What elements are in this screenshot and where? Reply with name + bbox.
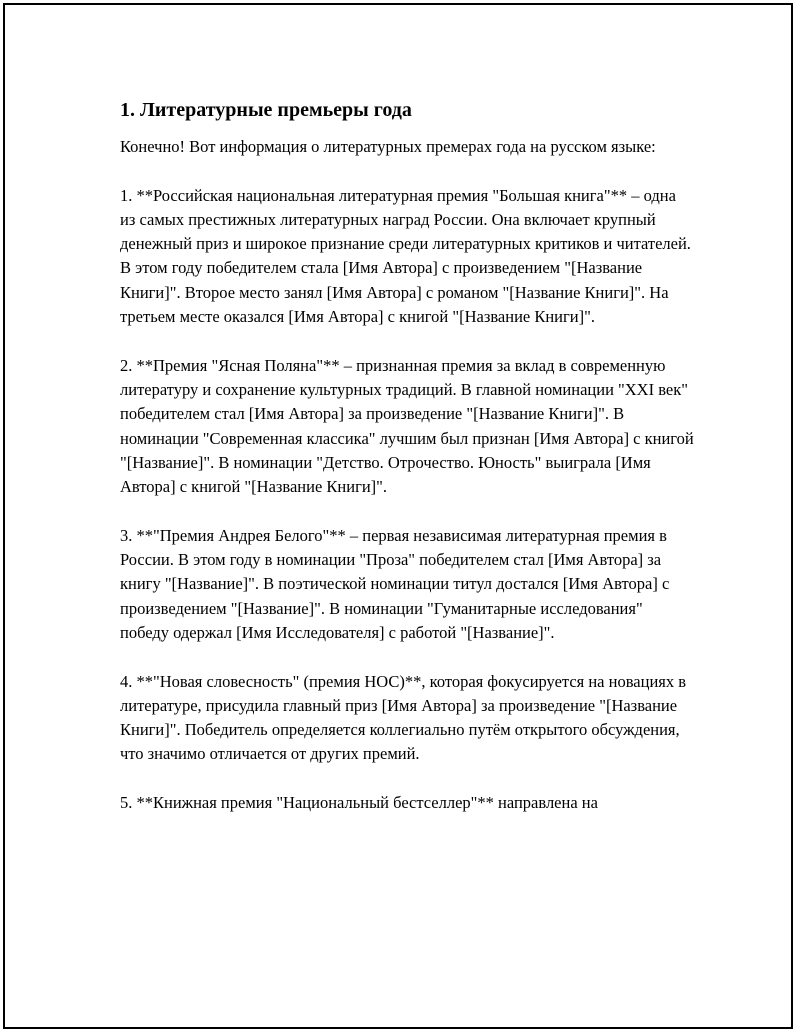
paragraph-andrei-bely: 3. **"Премия Андрея Белого"** – первая независимая литературная премия в России. В этом году в номинации "Проза" победителем стал [Имя Автора] за книгу "[Название]". В поэтической номинации титул достался [Имя Автора] с произведением "[Название]". В номинации "Гуманитарные исследования" победу одержал [Имя Исследователя] с работой "[Название]". (120, 525, 670, 642)
intro-paragraph: Конечно! Вот информация о литературных премерах года на русском языке: (120, 137, 656, 156)
document-body (120, 97, 695, 840)
paragraph-bolshaya-kniga: 1. **Российская национальная литературная премия "Большая книга"** – одна из самых престижных литературных наград России. Она включает крупный денежный приз и широкое признание среди литературных критиков и читателей. В этом году победителем стала [Имя Автора] с произведением "[Название Книги]". Второе место занял [Имя Автора] с романом "[Название Книги]". На третьем месте оказался [Имя Автора] с книгой "[Название Книги]". (120, 185, 691, 327)
paragraph-natsbest: 5. **Книжная премия "Национальный бестселлер"** направлена на (120, 793, 598, 813)
paragraph-yasnaya-polyana: 2. **Премия "Ясная Поляна"** – признанная премия за вклад в современную литературу и сохранение культурных традиций. В главной номинации "XXI век" победителем стал [Имя Автора] за произведение "[Название Книги]". В номинации "Современная классика" лучшим был признан [Имя Автора] с книгой "[Название]". В номинации "Детство. Отрочество. Юность" выиграла [Имя Автора] с книгой "[Название Книги]". (120, 355, 694, 497)
document-title: 1. Литературные премьеры года (120, 99, 412, 121)
document-page (3, 3, 793, 1029)
paragraph-nos: 4. **"Новая словесность" (премия НОС)**, которая фокусируется на новациях в литературе, присудила главный приз [Имя Автора] за произведение "[Название Книги]". Победитель определяется коллегиально путём открытого обсуждения, что значимо отличается от других премий. (120, 671, 687, 764)
